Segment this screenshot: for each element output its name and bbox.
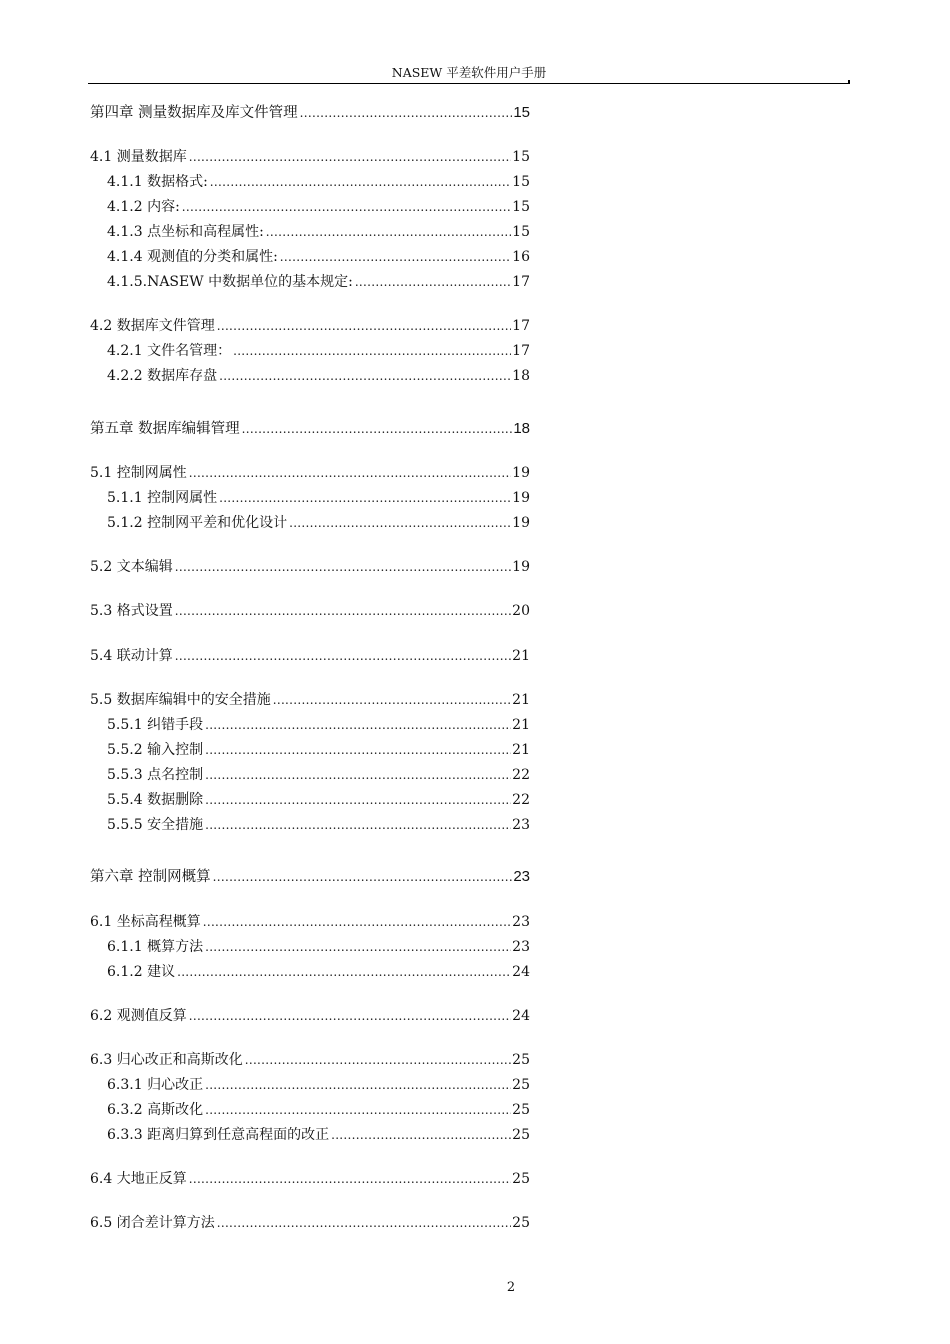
toc-section-entry[interactable] [90,313,530,335]
toc-entry-title: 5.1.2 控制网平差和优化设计 [107,515,288,531]
toc-section-entry[interactable] [90,643,530,665]
toc-entry-title: 4.2.2 数据库存盘 [107,368,218,384]
toc-entry-page: 24 [512,1008,530,1024]
toc-entry-page: 23 [512,817,530,833]
toc-entry-title: 6.4 大地正反算 [90,1171,187,1187]
toc-entry-page: 25 [512,1102,530,1118]
toc-entry-page: 25 [512,1215,530,1231]
toc-entry-page: 21 [512,648,530,664]
toc-dot-leader [242,421,513,437]
toc-section-entry[interactable] [90,1047,530,1069]
toc-entry-page: 18 [513,420,530,437]
toc-entry-page: 17 [512,274,530,290]
toc-section-entry[interactable] [90,1166,530,1188]
page-header: NASEW 平差软件用户手册 [391,65,547,80]
toc-entry-title: 6.1.1 概算方法 [107,939,204,955]
toc-subsection-entry[interactable] [107,219,530,241]
toc-entry-page: 25 [512,1127,530,1143]
toc-entry-page: 24 [512,964,530,980]
toc-entry-title: 6.3.1 归心改正 [107,1077,204,1093]
toc-dot-leader [300,105,513,121]
toc-chapter-entry[interactable] [90,416,530,438]
toc-entry-page: 25 [512,1171,530,1187]
toc-section-entry[interactable] [90,1210,530,1232]
toc-subsection-entry[interactable] [107,959,530,981]
toc-entry-title: 4.1.5.NASEW 中数据单位的基本规定: [107,274,353,290]
toc-dot-leader [203,914,511,930]
toc-entry-page: 23 [512,939,530,955]
toc-entry-page: 15 [512,174,530,190]
toc-dot-leader [205,939,511,955]
toc-subsection-entry[interactable] [107,812,530,834]
toc-dot-leader [182,199,511,215]
toc-dot-leader [189,1171,511,1187]
toc-entry-page: 21 [512,692,530,708]
toc-entry-page: 25 [512,1077,530,1093]
toc-section-entry[interactable] [90,1003,530,1025]
toc-dot-leader [266,224,511,240]
toc-dot-leader [213,869,513,885]
toc-dot-leader [177,964,511,980]
toc-entry-title: 5.5.3 点名控制 [107,767,204,783]
toc-entry-title: 6.3 归心改正和高斯改化 [90,1052,243,1068]
toc-entry-page: 23 [513,868,530,885]
toc-entry-title: 第六章 控制网概算 [90,869,211,885]
toc-subsection-entry[interactable] [107,510,530,532]
toc-entry-page: 19 [512,465,530,481]
toc-entry-title: 6.2 观测值反算 [90,1008,187,1024]
toc-dot-leader [205,1102,511,1118]
toc-entry-title: 4.1.2 内容: [107,199,180,215]
toc-dot-leader [331,1127,511,1143]
toc-dot-leader [205,717,511,733]
toc-dot-leader [217,318,511,334]
toc-subsection-entry[interactable] [107,244,530,266]
toc-dot-leader [273,692,511,708]
toc-subsection-entry[interactable] [107,762,530,784]
toc-dot-leader [189,465,511,481]
toc-entry-page: 17 [512,318,530,334]
toc-dot-leader [245,1052,511,1068]
toc-dot-leader [205,767,511,783]
toc-entry-title: 4.1 测量数据库 [90,149,187,165]
toc-section-entry[interactable] [90,598,530,620]
toc-entry-title: 5.1.1 控制网属性 [107,490,218,506]
toc-subsection-entry[interactable] [107,485,530,507]
header-rule [88,83,850,84]
toc-dot-leader [219,490,511,506]
toc-subsection-entry[interactable] [107,1072,530,1094]
toc-subsection-entry[interactable] [107,194,530,216]
toc-dot-leader [175,648,511,664]
toc-section-entry[interactable] [90,554,530,576]
toc-entry-page: 16 [512,249,530,265]
toc-entry-title: 5.2 文本编辑 [90,559,173,575]
toc-dot-leader [210,174,511,190]
toc-entry-page: 25 [512,1052,530,1068]
toc-entry-title: 第五章 数据库编辑管理 [90,421,240,437]
toc-entry-page: 17 [512,343,530,359]
toc-entry-page: 19 [512,490,530,506]
toc-dot-leader [355,274,511,290]
toc-entry-title: 5.5.5 安全措施 [107,817,204,833]
toc-subsection-entry[interactable] [107,269,530,291]
toc-section-entry[interactable] [90,909,530,931]
toc-entry-page: 20 [512,603,530,619]
toc-entry-page: 15 [512,224,530,240]
toc-section-entry[interactable] [90,687,530,709]
toc-entry-title: 5.5 数据库编辑中的安全措施 [90,692,271,708]
toc-subsection-entry[interactable] [107,712,530,734]
toc-entry-title: 6.1.2 建议 [107,964,176,980]
toc-dot-leader [189,149,511,165]
toc-entry-title: 4.1.4 观测值的分类和属性: [107,249,278,265]
toc-dot-leader [205,1077,511,1093]
toc-subsection-entry[interactable] [107,787,530,809]
toc-subsection-entry[interactable] [107,169,530,191]
toc-entry-page: 21 [512,742,530,758]
toc-dot-leader [233,343,511,359]
toc-entry-title: 5.5.1 纠错手段 [107,717,204,733]
toc-entry-title: 4.2 数据库文件管理 [90,318,215,334]
toc-entry-title: 6.1 坐标高程概算 [90,914,201,930]
toc-entry-title: 5.4 联动计算 [90,648,173,664]
toc-entry-page: 22 [512,767,530,783]
toc-subsection-entry[interactable] [107,338,530,360]
toc-entry-title: 6.3.2 高斯改化 [107,1102,204,1118]
toc-subsection-entry[interactable] [107,934,530,956]
toc-entry-title: 5.5.2 输入控制 [107,742,204,758]
page-number: 2 [506,1280,516,1295]
toc-subsection-entry[interactable] [107,1122,530,1144]
toc-subsection-entry[interactable] [107,363,530,385]
toc-dot-leader [175,603,511,619]
toc-entry-page: 18 [512,368,530,384]
toc-dot-leader [205,817,511,833]
toc-dot-leader [175,559,511,575]
toc-entry-page: 21 [512,717,530,733]
toc-entry-title: 5.1 控制网属性 [90,465,187,481]
toc-entry-page: 19 [512,515,530,531]
toc-subsection-entry[interactable] [107,1097,530,1119]
toc-entry-title: 5.5.4 数据删除 [107,792,204,808]
toc-entry-title: 6.3.3 距离归算到任意高程面的改正 [107,1127,330,1143]
toc-entry-title: 6.5 闭合差计算方法 [90,1215,215,1231]
toc-entry-page: 19 [512,559,530,575]
header-rule-end-mark [848,80,850,84]
toc-entry-page: 15 [512,199,530,215]
toc-entry-title: 4.2.1 文件名管理： [107,343,232,359]
toc-dot-leader [219,368,511,384]
toc-dot-leader [280,249,511,265]
toc-chapter-entry[interactable] [90,864,530,886]
toc-subsection-entry[interactable] [107,737,530,759]
toc-entry-title: 5.3 格式设置 [90,603,173,619]
toc-entry-title: 第四章 测量数据库及库文件管理 [90,105,298,121]
toc-entry-title: 4.1.1 数据格式: [107,174,208,190]
toc-entry-title: 4.1.3 点坐标和高程属性: [107,224,264,240]
toc-entry-page: 15 [513,104,530,121]
toc-entry-page: 15 [512,149,530,165]
toc-chapter-entry[interactable] [90,100,530,122]
toc-section-entry[interactable] [90,460,530,482]
toc-dot-leader [289,515,511,531]
toc-section-entry[interactable] [90,144,530,166]
toc-dot-leader [217,1215,511,1231]
toc-dot-leader [205,742,511,758]
toc-dot-leader [189,1008,511,1024]
toc-dot-leader [205,792,511,808]
toc-entry-page: 23 [512,914,530,930]
toc-entry-page: 22 [512,792,530,808]
